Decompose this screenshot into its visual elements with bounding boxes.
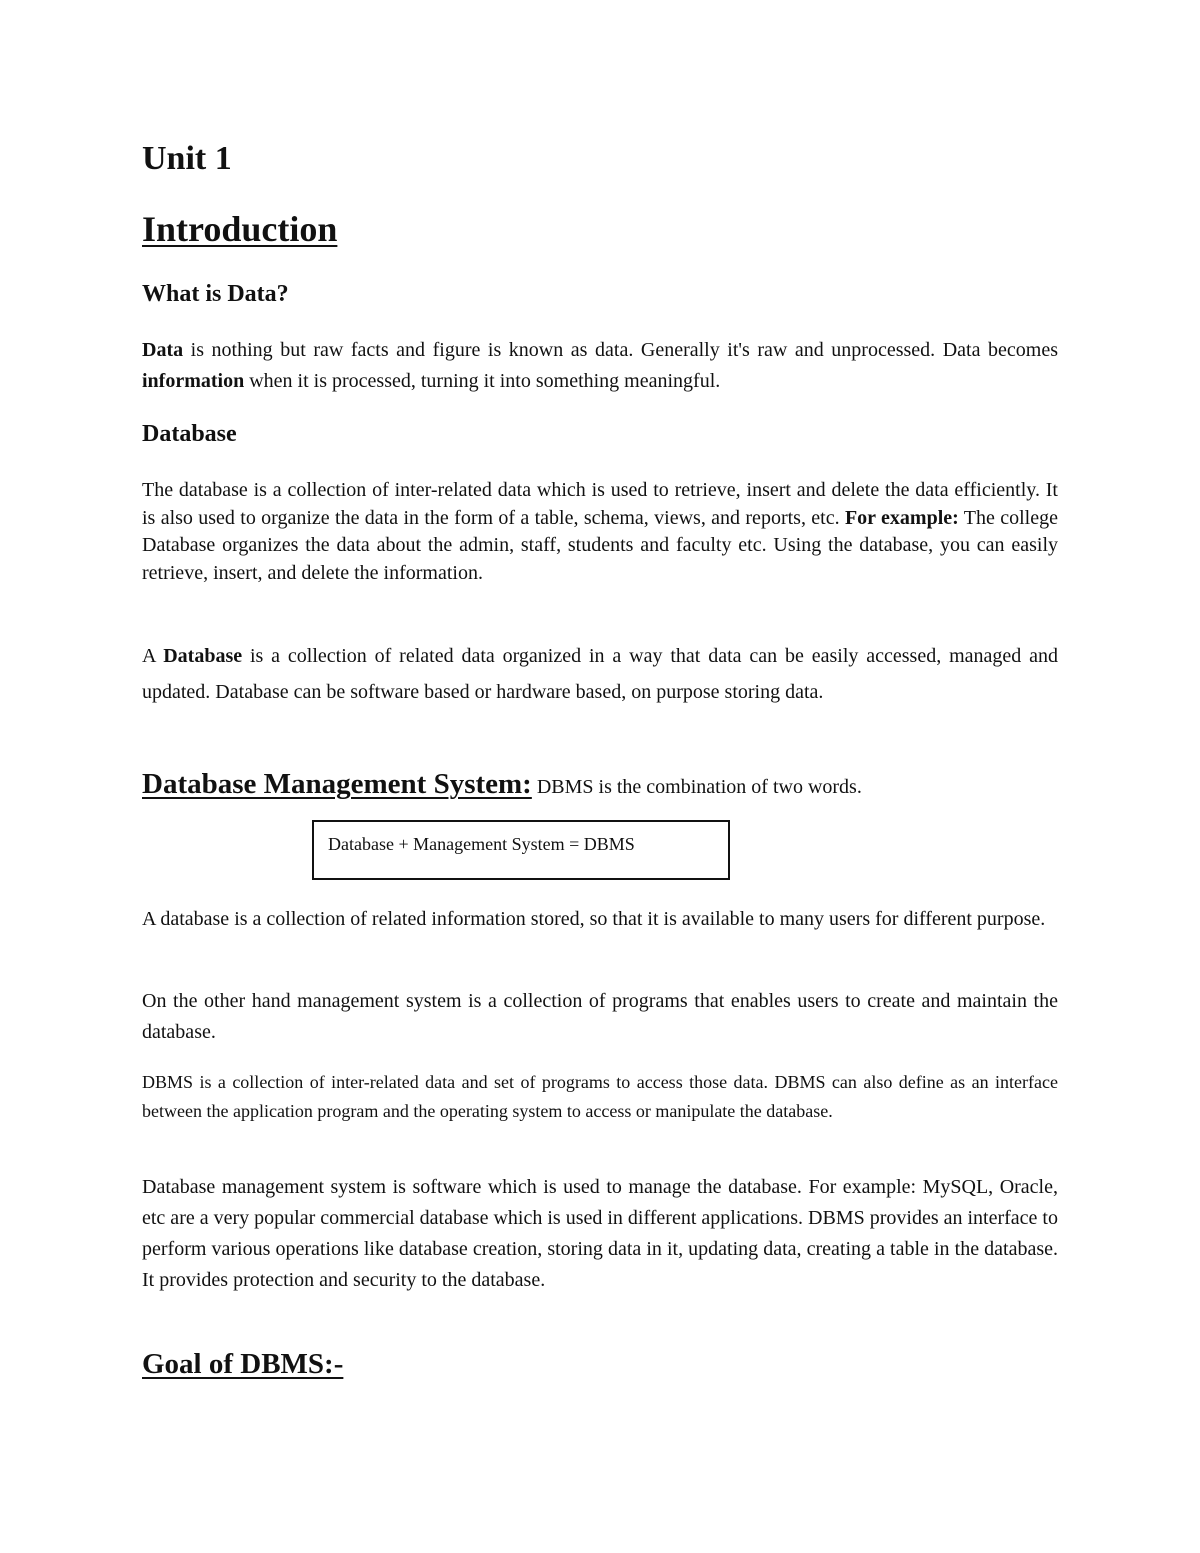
database-heading: Database bbox=[142, 421, 237, 447]
dbms-heading-rest: DBMS is the combination of two words. bbox=[531, 776, 862, 798]
dbms-paragraph-2: On the other hand management system is a collection of programs that enables users to create and maintain the database. bbox=[142, 990, 1058, 1043]
dbms-paragraph-1: A database is a collection of related information stored, so that it is available to many users for different purpose. bbox=[142, 908, 1046, 930]
what-is-data-heading: What is Data? bbox=[142, 281, 289, 307]
database-p1-text-1: The database is a collection of inter-related data which is used to retrieve, insert and delete the data efficiently. It is also used to organize the data in the form of a table, schema, views, and reports, etc. bbox=[142, 479, 1058, 529]
goal-of-dbms-heading: Goal of DBMS:- bbox=[142, 1348, 344, 1380]
data-definition-text-2: when it is processed, turning it into something meaningful. bbox=[244, 370, 721, 392]
introduction-heading: Introduction bbox=[142, 209, 338, 249]
for-example-label: For example: bbox=[844, 506, 959, 529]
database-paragraph-2 bbox=[142, 638, 1058, 710]
dbms-heading-line bbox=[142, 768, 862, 801]
data-term: Data bbox=[142, 339, 184, 361]
formula-text: Database + Management System = DBMS bbox=[328, 834, 635, 854]
database-p2-text-1: A bbox=[142, 645, 164, 667]
dbms-paragraph-3: DBMS is a collection of inter-related data and set of programs to access those data. DBMS can also define as an interface between the application program and the operating system to access or manipulate the database. bbox=[142, 1072, 1058, 1121]
dbms-paragraph-4: Database management system is software which is used to manage the database. For example: MySQL, Oracle, etc are a very popular commercial database which is used in different applications. DBMS provides an interface to perform various operations like database creation, storing data in it, updating data, creating a table in the database. It provides protection and security to the database. bbox=[142, 1176, 1058, 1291]
database-p2-text-2: is a collection of related data organized in a way that data can be easily accessed, managed and updated. Database can be software based or hardware based, on purpose storing data. bbox=[142, 645, 1058, 703]
information-term: information bbox=[142, 370, 245, 392]
unit-title: Unit 1 bbox=[142, 140, 232, 177]
database-p1-text-2: The college Database organizes the data about the admin, staff, students and faculty etc. Using the database, you can easily retrieve, insert, and delete the information. bbox=[142, 506, 1058, 584]
data-definition-text-1: is nothing but raw facts and figure is known as data. Generally it's raw and unprocessed. Data becomes bbox=[183, 339, 1058, 361]
dbms-heading: Database Management System: bbox=[142, 768, 532, 800]
database-paragraph-1 bbox=[142, 477, 1058, 587]
formula-box bbox=[312, 820, 730, 880]
database-term: Database bbox=[163, 645, 243, 667]
data-definition-paragraph bbox=[142, 335, 1058, 397]
